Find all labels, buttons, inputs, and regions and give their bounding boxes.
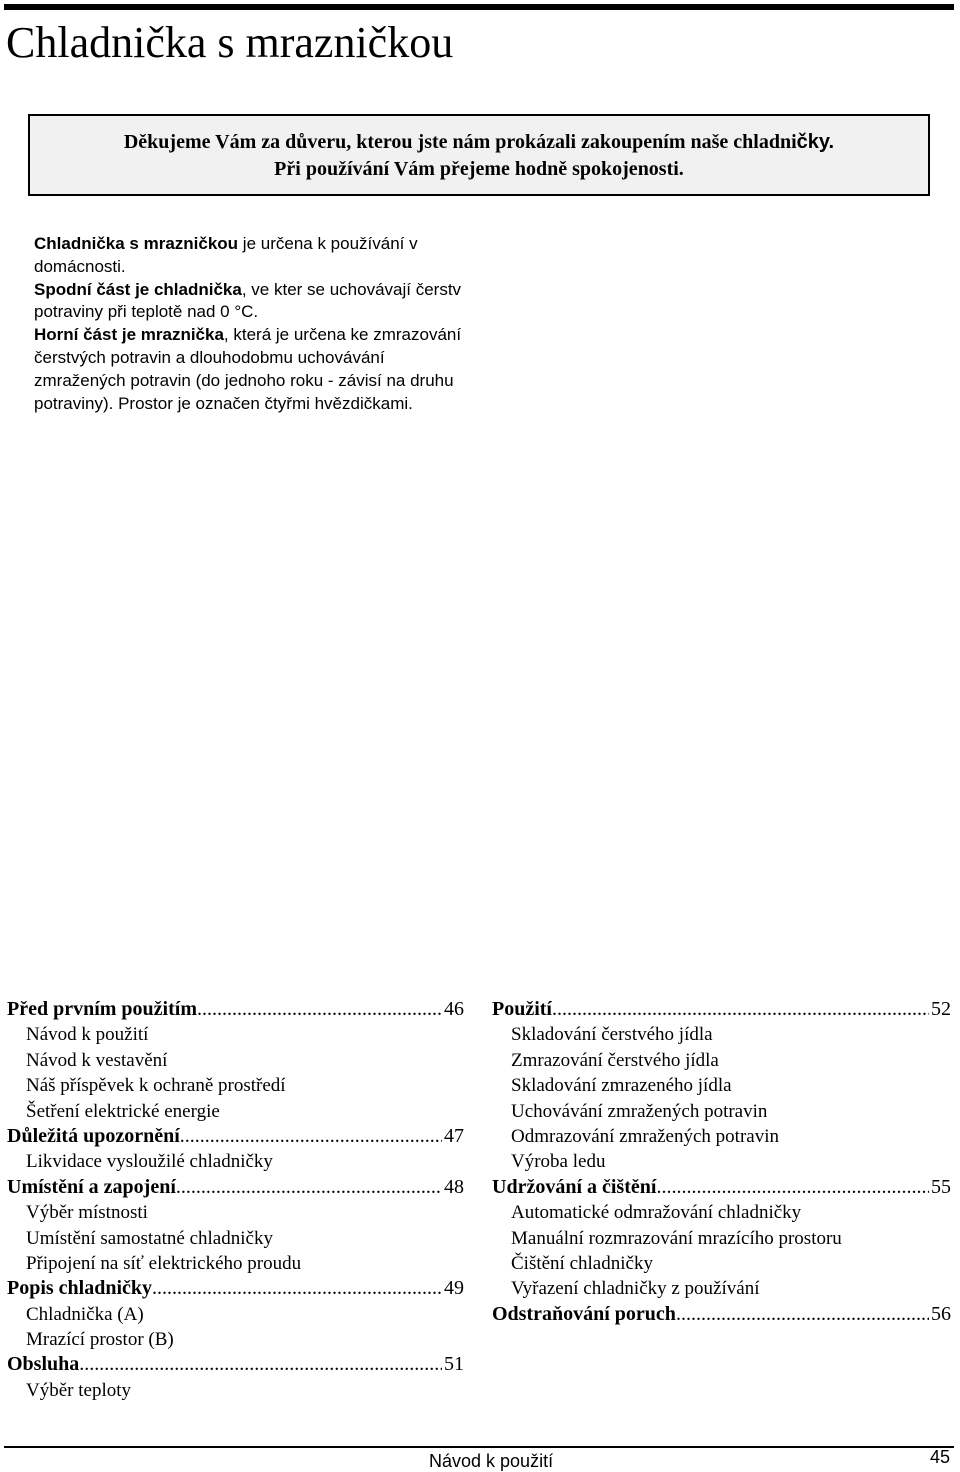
toc-entry-title: Použití xyxy=(492,998,552,1020)
toc-subentry[interactable]: Návod k použití xyxy=(26,1024,149,1046)
intro-paragraph-3 xyxy=(34,324,464,415)
toc-leader-dots xyxy=(552,997,929,1022)
toc-left-column xyxy=(7,997,464,1403)
intro-p3-bold: Horní část je mraznička xyxy=(34,325,224,345)
intro-p2-rest: , ve kter se uchovávají čerstv potraviny při teplotě nad 0 °C. xyxy=(34,279,462,322)
thanks-box xyxy=(28,114,930,196)
toc-subentry[interactable]: Zmrazování čerstvého jídla xyxy=(511,1049,719,1071)
toc-subentry[interactable]: Uchovávání zmražených potravin xyxy=(511,1100,768,1122)
toc-leader-dots xyxy=(79,1352,442,1377)
toc-subentry[interactable]: Likvidace vysloužilé chladničky xyxy=(26,1151,273,1173)
thanks-line-1 xyxy=(30,129,928,156)
toc-entry-page: 47 xyxy=(444,1124,464,1147)
toc-right-column xyxy=(492,997,951,1327)
intro-p1-bold: Chladnička s mrazničkou xyxy=(34,234,239,253)
toc-entry-title: Důležitá upozornění xyxy=(7,1124,180,1147)
toc-subentry[interactable]: Náš příspěvek k ochraně prostředí xyxy=(26,1075,286,1097)
toc-entry-page: 48 xyxy=(444,1175,464,1198)
toc-subentry[interactable]: Výběr místnosti xyxy=(26,1202,148,1224)
top-rule xyxy=(4,4,954,10)
toc-leader-dots xyxy=(656,1175,929,1200)
toc-entry[interactable] xyxy=(7,1276,464,1301)
toc-subentry[interactable]: Umístění samostatné chladničky xyxy=(26,1227,273,1249)
toc-entry-page: 51 xyxy=(444,1353,464,1376)
toc-entry[interactable] xyxy=(7,1124,464,1149)
toc-entry[interactable] xyxy=(492,1175,951,1200)
toc-entry-title: Před prvním použitím xyxy=(7,998,197,1020)
thanks-line-2: Při používání Vám přejeme hodně spokojenosti. xyxy=(274,158,684,180)
toc-subentry[interactable]: Výběr teploty xyxy=(26,1379,132,1401)
toc-subentry[interactable]: Chladnička (A) xyxy=(26,1303,144,1325)
intro-paragraph-2 xyxy=(34,279,464,325)
toc-entry[interactable] xyxy=(7,997,464,1022)
toc-subentry[interactable]: Mrazící prostor (B) xyxy=(26,1329,174,1351)
toc-entry[interactable] xyxy=(492,997,951,1022)
toc-leader-dots xyxy=(152,1276,442,1301)
toc-entry[interactable] xyxy=(492,1302,951,1327)
toc-leader-dots xyxy=(197,997,442,1022)
toc-subentry[interactable]: Šetření elektrické energie xyxy=(26,1100,220,1122)
intro-p1-rest: je určena k používání v domácnosti. xyxy=(34,234,418,276)
toc-subentry[interactable]: Odmrazování zmražených potravin xyxy=(511,1125,779,1147)
toc-subentry[interactable]: Automatické odmražování chladničky xyxy=(511,1202,802,1224)
toc-entry-page: 49 xyxy=(444,1277,464,1300)
toc-subentry[interactable]: Skladování čerstvého jídla xyxy=(511,1024,713,1046)
intro-p3-rest: , která je určena ke zmrazování čerstvých potravin a dlouhodobmu uchovávání zmražených potravin (do jednoho roku - závisí na druhu potraviny). Prostor je označen čtyřmi hvězdičkami. xyxy=(34,325,462,413)
toc-leader-dots xyxy=(180,1124,442,1149)
intro-paragraph-1 xyxy=(34,233,464,279)
toc-entry-page: 46 xyxy=(444,998,464,1020)
toc-entry-title: Odstraňování poruch xyxy=(492,1302,676,1325)
toc-subentry[interactable]: Výroba ledu xyxy=(511,1151,606,1173)
page-title: Chladnička s mrazničkou xyxy=(6,18,454,67)
toc-entry-title: Obsluha xyxy=(7,1353,80,1376)
toc-entry[interactable] xyxy=(7,1175,464,1200)
thanks-line-1-tail: čky. xyxy=(796,131,835,153)
toc-subentry[interactable]: Návod k vestavění xyxy=(26,1049,168,1071)
toc-subentry[interactable]: Manuální rozmrazování mrazícího prostoru xyxy=(511,1227,842,1249)
intro-text xyxy=(34,233,464,415)
page-number: 45 xyxy=(929,1447,950,1467)
toc-entry-page: 52 xyxy=(931,998,951,1020)
toc-entry[interactable] xyxy=(7,1352,464,1377)
toc-entry-title: Popis chladničky xyxy=(7,1277,153,1300)
toc-entry-page: 56 xyxy=(931,1302,951,1325)
toc-entry-title: Umístění a zapojení xyxy=(7,1175,176,1198)
toc-subentry[interactable]: Skladování zmrazeného jídla xyxy=(511,1075,732,1097)
toc-leader-dots xyxy=(176,1175,442,1200)
intro-p2-bold: Spodní část je chladnička xyxy=(34,279,242,299)
toc-subentry[interactable]: Čištění chladničky xyxy=(511,1252,653,1274)
thanks-line-1-main: Děkujeme Vám za důveru, kterou jste nám prokázali zakoupením naše chladni xyxy=(123,131,797,153)
footer-label: Návod k použití xyxy=(429,1451,554,1471)
footer-rule xyxy=(4,1446,954,1448)
toc-subentry[interactable]: Připojení na síť elektrického proudu xyxy=(26,1252,302,1274)
toc-entry-title: Udržování a čištění xyxy=(492,1175,657,1198)
toc-subentry[interactable]: Vyřazení chladničky z používání xyxy=(511,1278,760,1300)
toc-entry-page: 55 xyxy=(931,1175,951,1198)
toc-leader-dots xyxy=(676,1302,929,1327)
